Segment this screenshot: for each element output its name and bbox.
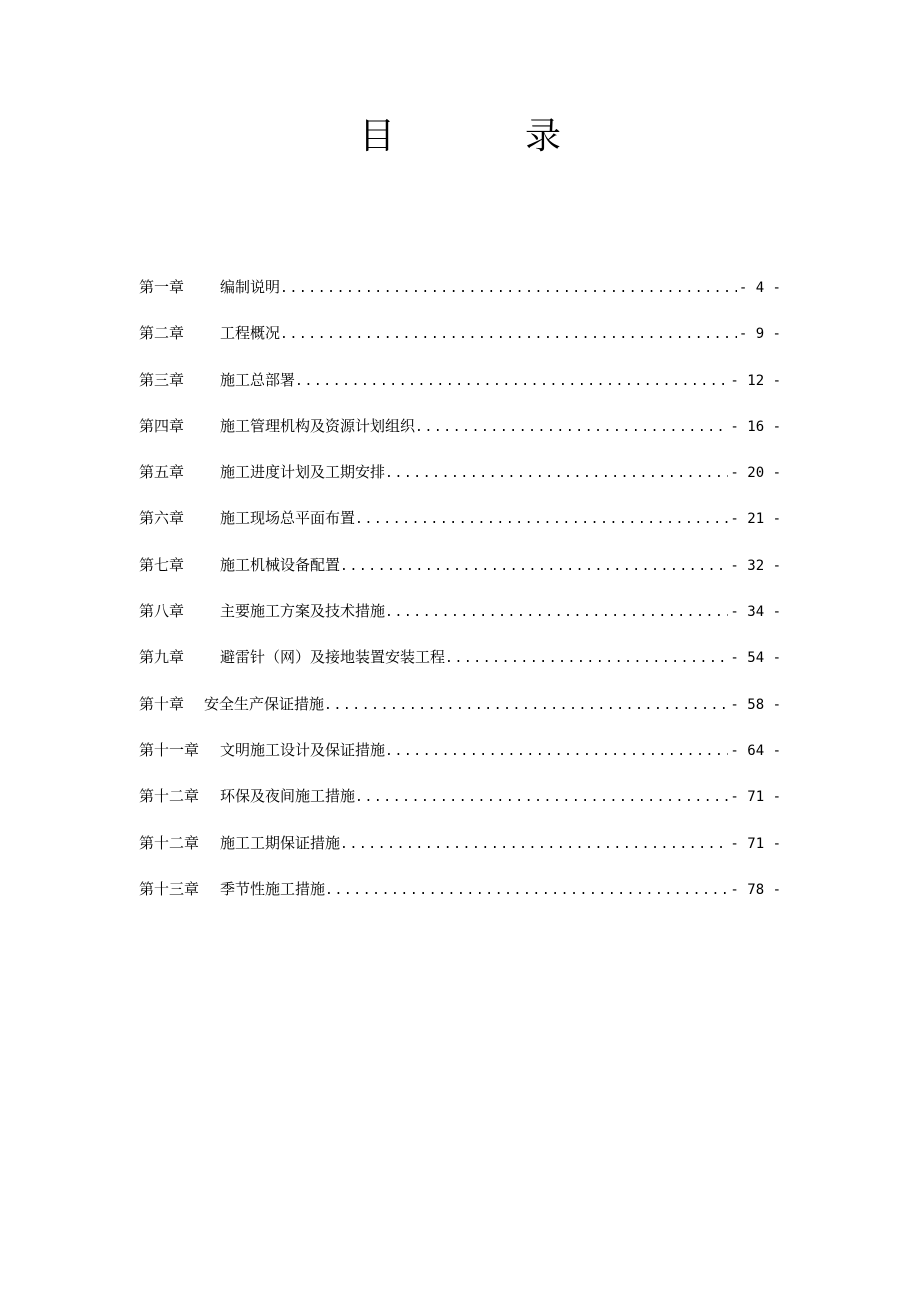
- toc-chapter-number: 第四章: [139, 416, 185, 435]
- toc-leader-dots: [385, 598, 728, 628]
- toc-entry[interactable]: [139, 642, 781, 688]
- toc-chapter-number: 第二章: [139, 324, 185, 343]
- toc-chapter-title: 安全生产保证措施: [204, 694, 325, 713]
- toc-chapter-number: 第三章: [139, 370, 185, 389]
- toc-page-number: - 34 -: [730, 604, 781, 621]
- toc-leader-dots: [385, 459, 728, 489]
- toc-leader-dots: [324, 691, 728, 721]
- toc-chapter-number: 第十三章: [139, 879, 200, 898]
- toc-entry[interactable]: [139, 550, 781, 596]
- toc-page-number: - 78 -: [730, 881, 781, 898]
- toc-leader-dots: [385, 737, 728, 767]
- toc-entry[interactable]: [139, 318, 781, 364]
- toc-chapter-number: 第八章: [139, 602, 185, 621]
- toc-page-number: - 32 -: [730, 557, 781, 574]
- toc-chapter-title: 施工现场总平面布置: [220, 509, 356, 528]
- toc-chapter-number: 第七章: [139, 555, 185, 574]
- toc-page-number: - 12 -: [730, 372, 781, 389]
- toc-leader-dots: [340, 552, 728, 582]
- toc-page-number: - 21 -: [730, 511, 781, 528]
- toc-page-number: - 9 -: [738, 326, 781, 343]
- toc-chapter-title: 工程概况: [220, 324, 281, 343]
- table-of-contents: [139, 272, 781, 920]
- toc-entry[interactable]: [139, 365, 781, 411]
- title-char-1: 目: [358, 116, 395, 157]
- toc-entry[interactable]: [139, 689, 781, 735]
- toc-page-number: - 16 -: [730, 418, 781, 435]
- toc-chapter-title: 环保及夜间施工措施: [220, 787, 356, 806]
- toc-leader-dots: [415, 413, 728, 443]
- toc-entry[interactable]: [139, 828, 781, 874]
- toc-leader-dots: [280, 320, 737, 350]
- toc-page-number: - 4 -: [738, 280, 781, 296]
- toc-chapter-title: 施工机械设备配置: [220, 555, 341, 574]
- title-char-2: 录: [525, 116, 562, 157]
- toc-chapter-title: 施工进度计划及工期安排: [220, 463, 386, 482]
- toc-chapter-number: 第一章: [139, 278, 185, 296]
- toc-page-number: - 64 -: [730, 742, 781, 759]
- page-title: [0, 112, 920, 162]
- toc-leader-dots: [280, 274, 737, 304]
- toc-leader-dots: [355, 505, 728, 535]
- toc-chapter-number: 第十一章: [139, 740, 200, 759]
- toc-chapter-title: 季节性施工措施: [220, 879, 326, 898]
- toc-entry[interactable]: [139, 503, 781, 549]
- toc-chapter-title: 主要施工方案及技术措施: [220, 602, 386, 621]
- toc-entry[interactable]: [139, 596, 781, 642]
- toc-chapter-title: 施工工期保证措施: [220, 833, 341, 852]
- toc-chapter-number: 第五章: [139, 463, 185, 482]
- toc-chapter-title: 文明施工设计及保证措施: [220, 740, 386, 759]
- toc-leader-dots: [325, 876, 728, 906]
- toc-leader-dots: [340, 830, 728, 860]
- toc-chapter-number: 第十二章: [139, 833, 200, 852]
- toc-page-number: - 71 -: [730, 835, 781, 852]
- toc-chapter-title: 施工总部署: [220, 370, 296, 389]
- toc-entry[interactable]: [139, 457, 781, 503]
- toc-page-number: - 58 -: [730, 696, 781, 713]
- toc-page-number: - 20 -: [730, 465, 781, 482]
- toc-entry[interactable]: [139, 735, 781, 781]
- toc-entry[interactable]: [139, 411, 781, 457]
- toc-entry[interactable]: [139, 874, 781, 920]
- toc-chapter-title: 避雷针（网）及接地装置安装工程: [220, 648, 446, 667]
- toc-entry[interactable]: [139, 272, 781, 318]
- toc-page-number: - 71 -: [730, 789, 781, 806]
- toc-leader-dots: [445, 644, 728, 674]
- toc-entry[interactable]: [139, 781, 781, 827]
- toc-chapter-number: 第十二章: [139, 787, 200, 806]
- toc-chapter-title: 施工管理机构及资源计划组织: [220, 416, 416, 435]
- toc-chapter-number: 第六章: [139, 509, 185, 528]
- toc-leader-dots: [295, 367, 728, 397]
- toc-chapter-title: 编制说明: [220, 278, 281, 296]
- toc-chapter-number: 第九章: [139, 648, 185, 667]
- toc-page-number: - 54 -: [730, 650, 781, 667]
- toc-chapter-number: 第十章: [139, 694, 185, 713]
- toc-leader-dots: [355, 783, 728, 813]
